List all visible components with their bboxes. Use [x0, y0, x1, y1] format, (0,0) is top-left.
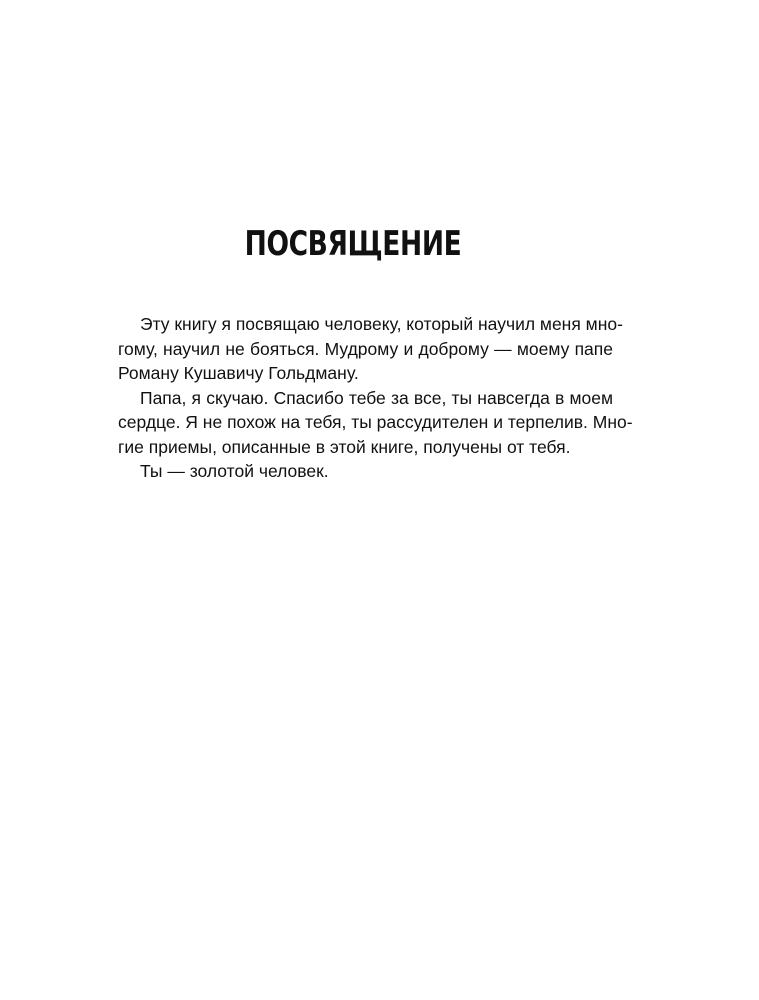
- text-line: Эту книгу я посвящаю человеку, который научил меня мно-: [140, 314, 623, 334]
- text-line: Роману Кушавичу Гольдману.: [118, 363, 359, 383]
- dedication-text: [96, 312, 633, 484]
- text-line: Папа, я скучаю. Спасибо тебе за все, ты навсегда в моем: [140, 387, 613, 408]
- text-line: гие приемы, описанные в этой книге, получены от тебя.: [118, 436, 571, 457]
- text-line: Ты — золотой человек.: [140, 461, 329, 481]
- text-line: сердце. Я не похож на тебя, ты рассудителен и терпелив. Мно-: [118, 412, 633, 432]
- paragraph-1: [96, 312, 623, 386]
- page-heading: ПОСВЯЩЕНИЕ: [244, 224, 462, 264]
- text-line: гому, научил не бояться. Мудрому и доброму — моему папе: [118, 338, 613, 359]
- paragraph-3: [96, 459, 613, 484]
- paragraph-2: [96, 386, 633, 460]
